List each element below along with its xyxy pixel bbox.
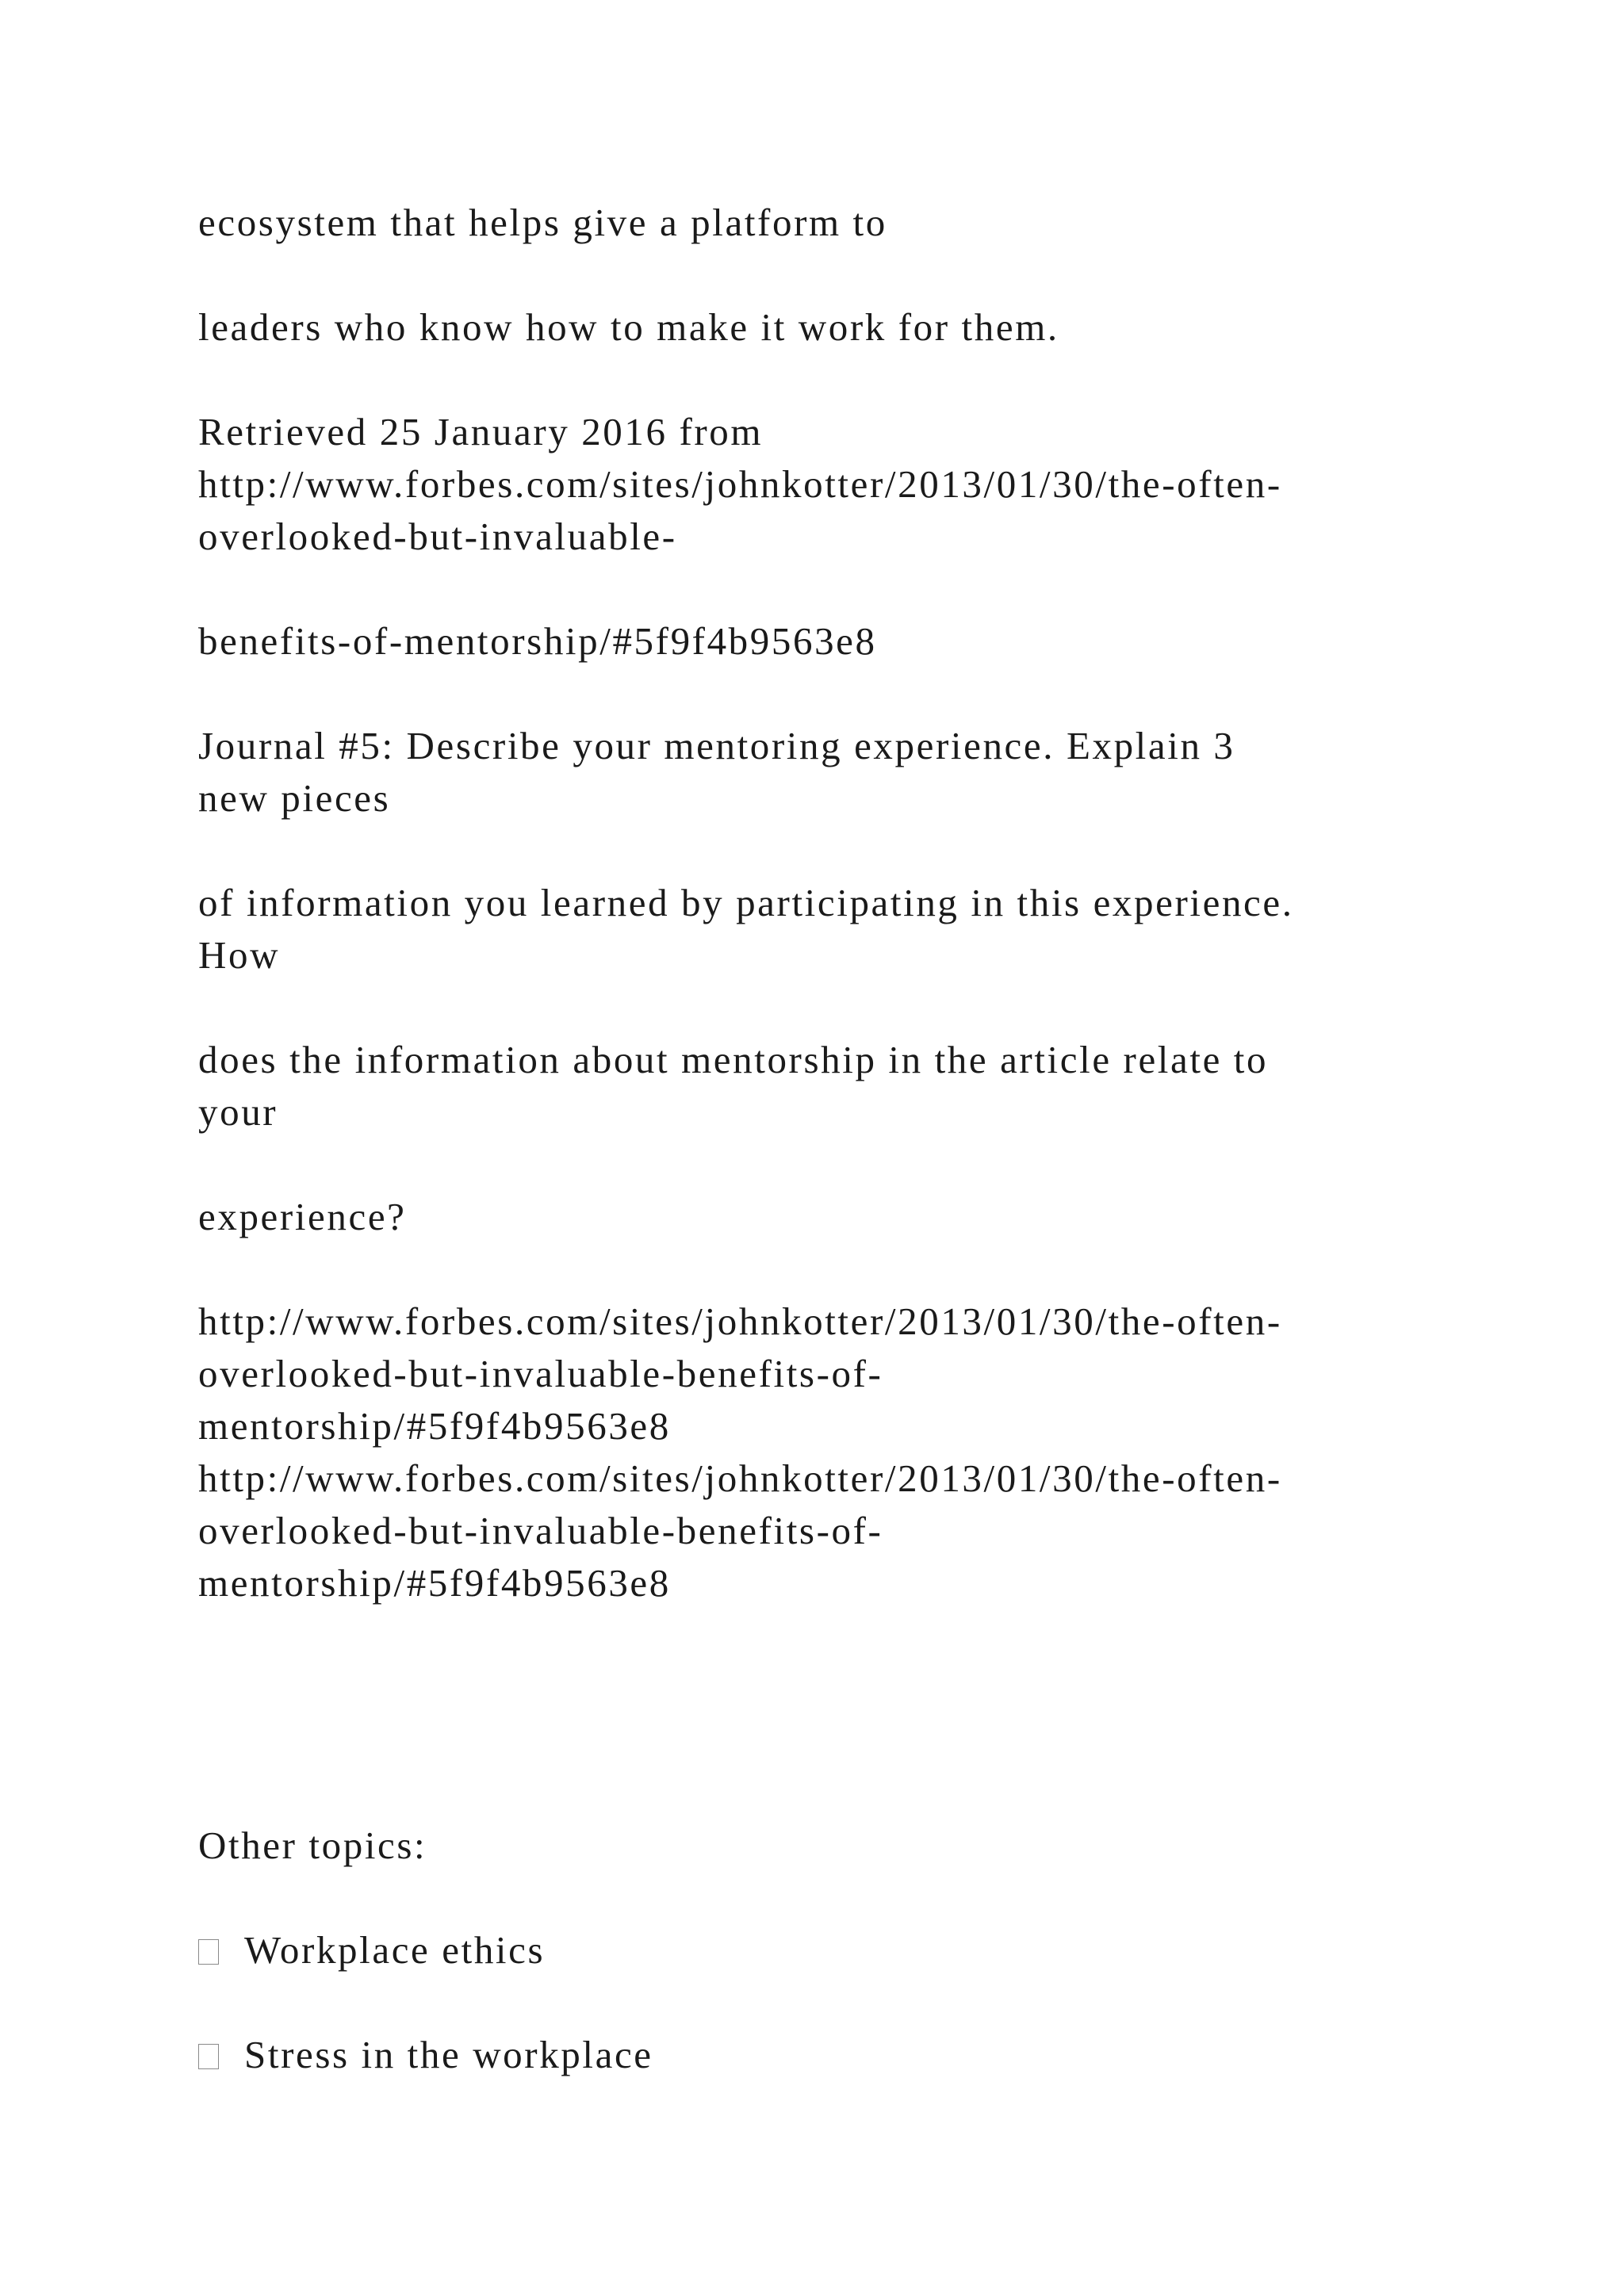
reference-url-line: http://www.forbes.com/sites/johnkotter/2013/01/30/the-often- <box>198 462 1282 506</box>
other-topics-heading: Other topics: <box>198 1823 427 1867</box>
journal-prompt-line: does the information about mentorship in the article relate to <box>198 1038 1269 1081</box>
article-link-line[interactable]: mentorship/#5f9f4b9563e8 <box>198 1561 671 1605</box>
body-text-line: ecosystem that helps give a platform to <box>198 201 887 244</box>
journal-prompt-line: experience? <box>198 1195 407 1238</box>
topic-label: Workplace ethics <box>244 1928 546 1972</box>
reference-url-line: benefits-of-mentorship/#5f9f4b9563e8 <box>198 619 877 663</box>
article-link-line[interactable]: http://www.forbes.com/sites/johnkotter/2013/01/30/the-often- <box>198 1299 1282 1343</box>
bullet-box-icon <box>198 1939 219 1965</box>
journal-prompt-line: How <box>198 933 281 977</box>
journal-prompt-line: Journal #5: Describe your mentoring experience. Explain 3 <box>198 724 1235 767</box>
journal-prompt-line: your <box>198 1090 278 1134</box>
topic-label: Stress in the workplace <box>244 2033 653 2076</box>
article-link-line[interactable]: http://www.forbes.com/sites/johnkotter/2013/01/30/the-often- <box>198 1456 1282 1500</box>
reference-url-line: overlooked-but-invaluable- <box>198 515 677 558</box>
body-text-line: leaders who know how to make it work for them. <box>198 305 1059 349</box>
article-link-line[interactable]: mentorship/#5f9f4b9563e8 <box>198 1404 671 1448</box>
retrieved-line: Retrieved 25 January 2016 from <box>198 410 764 453</box>
journal-prompt-line: new pieces <box>198 776 391 820</box>
topic-list-item <box>198 2029 653 2081</box>
article-link-line[interactable]: overlooked-but-invaluable-benefits-of- <box>198 1352 883 1395</box>
bullet-box-icon <box>198 2044 219 2069</box>
journal-prompt-line: of information you learned by participating in this experience. <box>198 881 1294 924</box>
topic-list-item <box>198 1924 545 1976</box>
article-link-line[interactable]: overlooked-but-invaluable-benefits-of- <box>198 1509 883 1552</box>
